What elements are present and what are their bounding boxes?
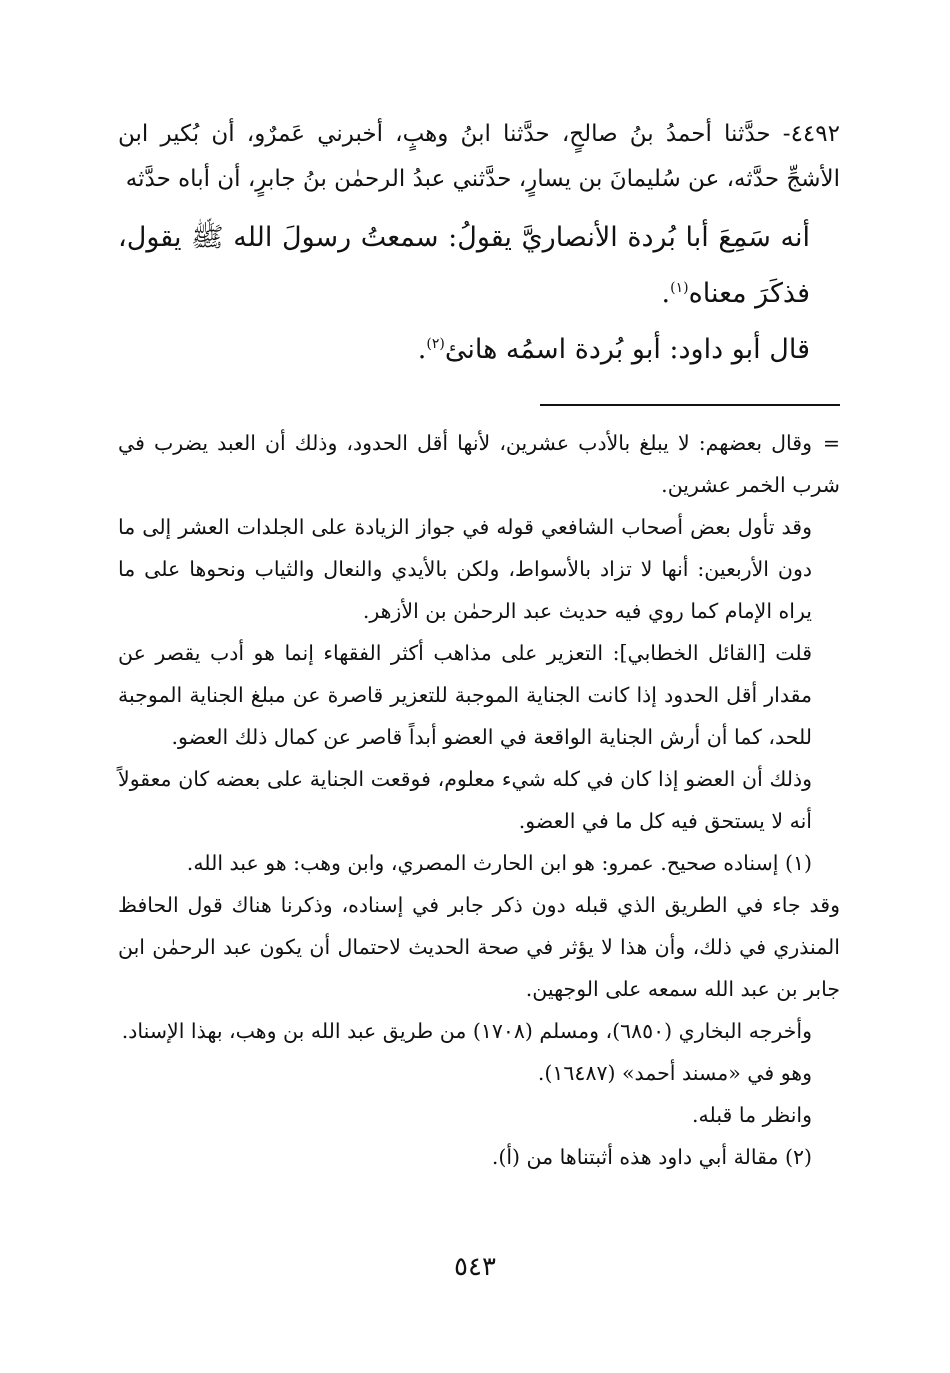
footnote-2: (٢) مقالة أبي داود هذه أثبتناها من (أ). bbox=[491, 1145, 812, 1169]
abu-dawud-text: قال أبو داود: أبو بُردة اسمُه هانئ bbox=[444, 334, 810, 365]
page-number: ٥٤٣ bbox=[454, 1252, 496, 1282]
footnote-para-1: وقال بعضهم: لا يبلغ بالأدب عشرين، لأنها أقل الحدود، وذلك أن العبد يضرب في شرب الخمر عشرين. bbox=[118, 431, 840, 497]
footnote-1-a: (١) إسناده صحيح. عمرو: هو ابن الحارث المصري، وابن وهب: هو عبد الله. bbox=[186, 851, 812, 875]
abu-dawud-end: . bbox=[417, 334, 427, 365]
footnote-para-2: وقد تأول بعض أصحاب الشافعي قوله في جواز الزيادة على الجلدات العشر إلى ما دون الأربعين: أنها لا تزاد بالأسواط، ولكن بالأيدي والنعال والثياب ونحوها على ما يراه الإمام كما روي فيه حديث عبد الرحمٰن بن الأزهر. bbox=[118, 515, 812, 623]
hadith-text-end: . bbox=[661, 278, 671, 309]
footnote-para-3: قلت [القائل الخطابي]: التعزير على مذاهب أكثر الفقهاء إنما هو أدب يقصر عن مقدار أقل الحدود إذا كانت الجناية الموجبة للتعزير قاصرة عن مبلغ الجناية الموجبة للحد، كما أن أرش الجناية الواقعة في العضو أبداً قاصر عن كمال ذلك العضو. bbox=[118, 641, 812, 749]
continuation-marker: = bbox=[822, 431, 840, 455]
footnote-1-d: وهو في «مسند أحمد» (١٦٤٨٧). bbox=[537, 1061, 812, 1085]
footnote-1-b: وقد جاء في الطريق الذي قبله دون ذكر جابر في إسناده، وذكرنا هناك قول الحافظ المنذري في ذلك، وأن هذا لا يؤثر في صحة الحديث لاحتمال أن يكون عبد الرحمٰن ابن جابر بن عبد الله سمعه على الوجهين. bbox=[118, 893, 840, 1001]
footnote-continuation bbox=[118, 422, 840, 506]
hadith-chain: ٤٤٩٢- حدَّثنا أحمدُ بنُ صالحٍ، حدَّثنا ابنُ وهبٍ، أخبرني عَمرٌو، أن بُكير ابن الأشجِّ حدَّثه، عن سُليمانَ بن يسارٍ، حدَّثني عبدُ الرحمٰن بنُ جابرٍ، أن أباه حدَّثه bbox=[118, 121, 840, 192]
hadith-text-body: أنه سَمِعَ أبا بُردة الأنصاريَّ يقولُ: سمعتُ رسولَ الله ﷺ يقول، فذكَرَ معناه bbox=[118, 222, 810, 309]
footnote-1-e: وانظر ما قبله. bbox=[692, 1103, 812, 1127]
footnote-separator bbox=[540, 404, 840, 406]
footnotes bbox=[118, 422, 840, 1178]
footnote-ref-2: (٢) bbox=[426, 336, 445, 352]
hadith-text bbox=[118, 210, 840, 322]
page-body bbox=[118, 112, 840, 1178]
abu-dawud-statement bbox=[118, 322, 840, 378]
footnote-para-4: وذلك أن العضو إذا كان في كله شيء معلوم، فوقعت الجناية على بعضه كان معقولاً أنه لا يستحق فيه كل ما في العضو. bbox=[118, 767, 812, 833]
footnote-ref-1: (١) bbox=[670, 280, 689, 296]
footnote-1-c: وأخرجه البخاري (٦٨٥٠)، ومسلم (١٧٠٨) من طريق عبد الله بن وهب، بهذا الإسناد. bbox=[121, 1019, 812, 1043]
